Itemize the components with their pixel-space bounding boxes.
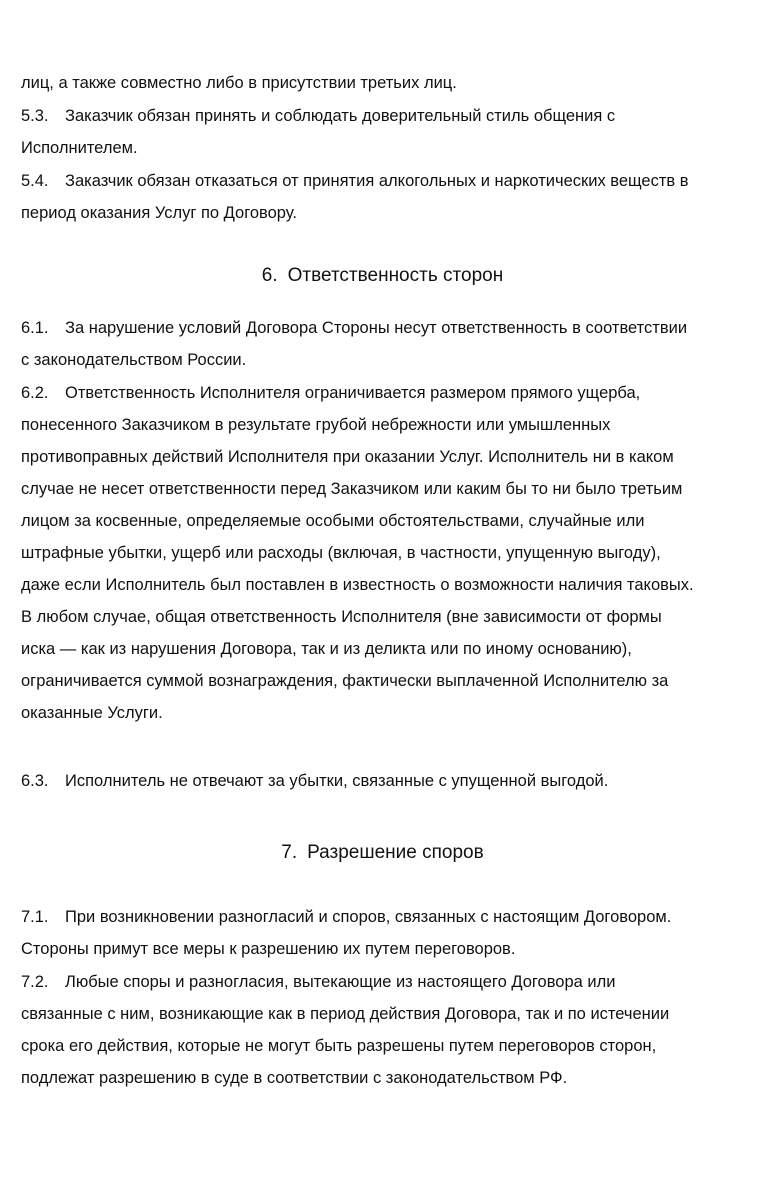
clause-number: 5.3. [21,107,49,125]
clause-number: 6.2. [21,384,49,402]
clause-text: За нарушение условий Договора Стороны несут ответственность в соответствии [65,319,688,337]
clause-text: Заказчик обязан принять и соблюдать доверительный стиль общения с [65,107,616,125]
section-number: 7. [281,842,298,863]
clause-6-2-line-10: ограничивается суммой вознаграждения, фактически выплаченной Исполнителю за [21,672,669,690]
clause-5-3-line-1 [21,106,615,126]
clause-6-2-line-7: даже если Исполнитель был поставлен в известность о возможности наличия таковых. [21,576,694,594]
clause-7-2-line-2: связанные с ним, возникающие как в период действия Договора, так и по истечении [21,1005,670,1023]
clause-6-2-line-5: лицом за косвенные, определяемые особыми обстоятельствами, случайные или [21,512,645,530]
clause-6-2-line-9: иска — как из нарушения Договора, так и из деликта или по иному основанию), [21,640,632,658]
section-number: 6. [261,265,278,286]
clause-number: 7.1. [21,908,49,926]
clause-7-2-line-4: подлежат разрешению в суде в соответствии с законодательством РФ. [21,1069,568,1087]
clause-6-2-line-11: оказанные Услуги. [21,704,163,722]
clause-number: 5.4. [21,172,49,190]
clause-text: Исполнитель не отвечают за убытки, связанные с упущенной выгодой. [65,772,609,790]
section-title: Ответственность сторон [287,265,504,286]
section-title: Разрешение споров [307,842,484,863]
clause-number: 7.2. [21,973,49,991]
clause-text: При возникновении разногласий и споров, связанных с настоящим Договором. [65,908,672,926]
clause-text: Любые споры и разногласия, вытекающие из настоящего Договора или [65,973,616,991]
clause-text: Заказчик обязан отказаться от принятия алкогольных и наркотических веществ в [65,172,689,190]
clause-5-4-line-1 [21,171,689,191]
clause-6-2-line-2: понесенного Заказчиком в результате грубой небрежности или умышленных [21,416,611,434]
clause-6-2-line-8: В любом случае, общая ответственность Исполнителя (вне зависимости от формы [21,608,662,626]
clause-5-4-line-2: период оказания Услуг по Договору. [21,204,297,222]
section-7-heading [0,841,765,865]
clause-6-3 [21,771,608,791]
clause-7-2-line-1 [21,972,615,992]
clause-6-1-line-2: с законодательством России. [21,351,247,369]
clause-5-3-line-2: Исполнителем. [21,139,138,157]
clause-6-2-line-6: штрафные убытки, ущерб или расходы (включая, в частности, упущенную выгоду), [21,544,661,562]
clause-6-2-line-4: случае не несет ответственности перед Заказчиком или каким бы то ни было третьим [21,480,683,498]
clause-7-2-line-3: срока его действия, которые не могут быть разрешены путем переговоров сторон, [21,1037,657,1055]
clause-number: 6.1. [21,319,49,337]
section-6-heading [0,264,765,288]
clause-text: Ответственность Исполнителя ограничивается размером прямого ущерба, [65,384,641,402]
clause-6-1-line-1 [21,318,687,338]
clause-7-1-line-1 [21,907,671,927]
clause-number: 6.3. [21,772,49,790]
clause-7-1-line-2: Стороны примут все меры к разрешению их путем переговоров. [21,940,516,958]
clause-6-2-line-1 [21,383,640,403]
clause-5-2-tail: лиц, а также совместно либо в присутствии третьих лиц. [21,74,457,92]
clause-6-2-line-3: противоправных действий Исполнителя при оказании Услуг. Исполнитель ни в каком [21,448,674,466]
